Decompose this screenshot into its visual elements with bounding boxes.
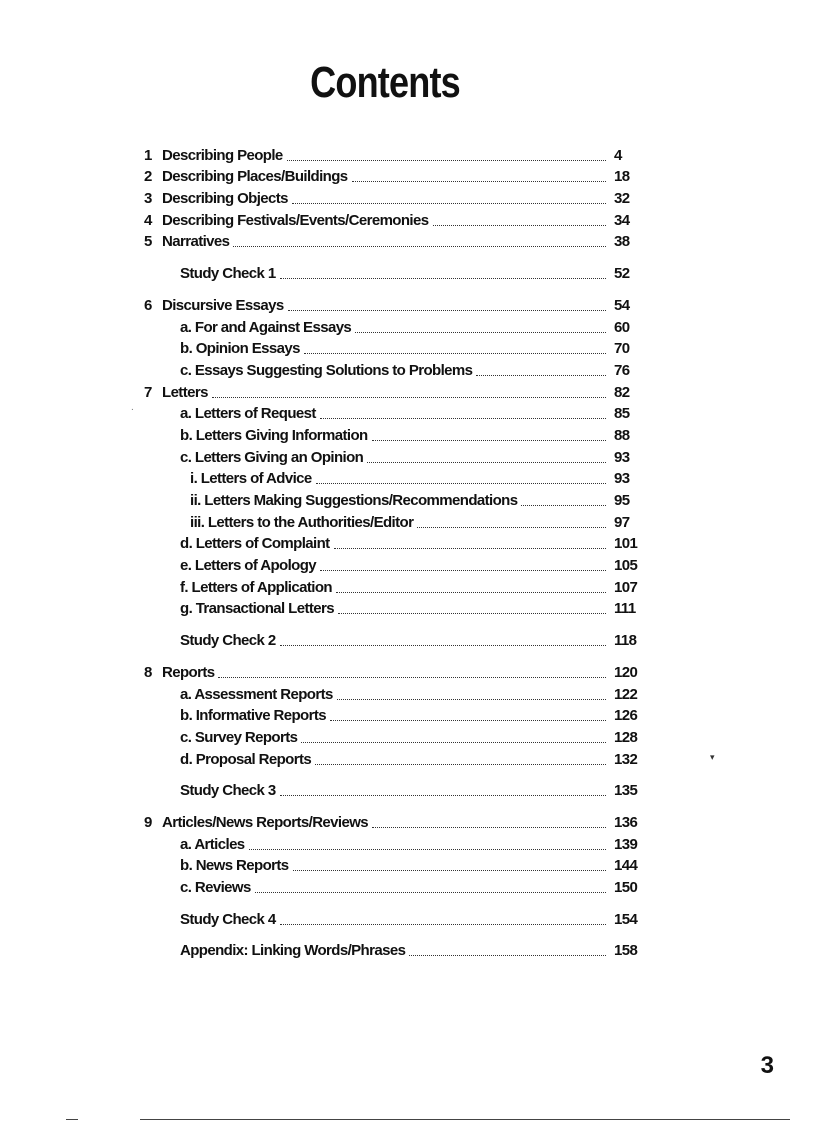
toc-entry <box>144 403 644 425</box>
toc-entry <box>144 661 644 683</box>
toc-leader-dots <box>337 699 606 700</box>
toc-leader-dots <box>280 645 606 646</box>
toc-entry <box>144 533 644 555</box>
toc-entry-page: 60 <box>614 318 630 336</box>
toc-entry <box>144 683 644 705</box>
toc-leader-dots <box>417 527 606 528</box>
toc-leader-dots <box>218 677 606 678</box>
toc-entry-label: c. Letters Giving an Opinion <box>180 448 364 466</box>
toc-entry-label: Letters <box>162 383 208 401</box>
toc-entry-page: 118 <box>614 632 637 650</box>
toc-entry-label: f. Letters of Application <box>180 578 332 596</box>
toc-leader-dots <box>372 827 606 828</box>
toc-leader-dots <box>372 440 606 441</box>
toc-leader-dots <box>301 742 606 743</box>
toc-entry-label: i. Letters of Advice <box>190 470 312 488</box>
toc-entry <box>144 294 644 316</box>
toc-entry <box>144 780 644 802</box>
toc-leader-dots <box>315 764 606 765</box>
toc-entry <box>144 855 644 877</box>
toc-entry-label: Describing People <box>162 146 283 164</box>
toc-entry-page: 70 <box>614 340 630 358</box>
toc-entry-page: 122 <box>614 685 638 703</box>
toc-entry-page: 32 <box>614 190 630 208</box>
toc-entry <box>144 511 644 533</box>
toc-leader-dots <box>336 592 606 593</box>
toc-entry-page: 82 <box>614 383 630 401</box>
toc-entry-number: 1 <box>144 146 152 164</box>
toc-entry-label: c. Essays Suggesting Solutions to Problems <box>180 361 473 379</box>
toc-leader-dots <box>316 483 606 484</box>
toc-leader-dots <box>409 955 606 956</box>
toc-leader-dots <box>367 462 606 463</box>
toc-entry-page: 111 <box>614 600 636 618</box>
toc-leader-dots <box>352 181 606 182</box>
toc-entry-page: 18 <box>614 168 630 186</box>
toc-entry <box>144 144 644 166</box>
toc-entry <box>144 726 644 748</box>
toc-entry-page: 150 <box>614 879 638 896</box>
toc-leader-dots <box>280 278 606 279</box>
toc-entry <box>144 381 644 403</box>
toc-leader-dots <box>293 870 606 871</box>
toc-entry-page: 76 <box>614 361 630 379</box>
toc-entry-label: Discursive Essays <box>162 296 284 314</box>
toc-entry <box>144 833 644 855</box>
toc-entry <box>144 231 644 253</box>
toc-entry-page: 85 <box>614 405 630 423</box>
toc-entry-label: iii. Letters to the Authorities/Editor <box>190 513 414 531</box>
toc-entry <box>144 359 644 381</box>
toc-entry-page: 139 <box>614 835 638 853</box>
toc-entry-label: g. Transactional Letters <box>180 600 334 618</box>
toc-leader-dots <box>320 570 606 571</box>
toc-entry-page: 154 <box>614 910 638 928</box>
toc-leader-dots <box>212 397 606 398</box>
toc-entry-page: 107 <box>614 578 638 596</box>
toc-entry-number: 5 <box>144 233 152 251</box>
footer-rule <box>140 1119 790 1120</box>
toc-entry-label: e. Letters of Apology <box>180 557 317 575</box>
toc-entry-page: 93 <box>614 448 630 466</box>
toc-leader-dots <box>249 849 606 850</box>
toc-entry-label: Appendix: Linking Words/Phrases <box>180 942 406 960</box>
page-number: 3 <box>760 1052 774 1079</box>
toc-leader-dots <box>330 720 606 721</box>
toc-entry-page: 97 <box>614 513 630 531</box>
toc-entry <box>144 338 644 360</box>
toc-entry-label: a. For and Against Essays <box>180 318 352 336</box>
toc-entry-label: a. Letters of Request <box>180 405 316 423</box>
toc-entry <box>144 489 644 511</box>
toc-leader-dots <box>320 418 606 419</box>
footer-rule-left <box>66 1119 78 1120</box>
toc-entry-page: 54 <box>614 296 630 314</box>
toc-entry-page: 52 <box>614 265 630 283</box>
toc-leader-dots <box>334 548 606 549</box>
toc-entry <box>144 262 644 284</box>
toc-entry-label: c. Reviews <box>180 879 251 896</box>
toc-entry <box>144 876 644 898</box>
toc-entry-label: Study Check 2 <box>180 632 276 650</box>
toc-entry <box>144 187 644 209</box>
table-of-contents <box>144 144 644 961</box>
toc-entry-label: b. News Reports <box>180 857 289 875</box>
toc-entry-label: Study Check 4 <box>180 910 276 928</box>
toc-entry <box>144 554 644 576</box>
toc-entry-page: 135 <box>614 782 638 800</box>
toc-entry-page: 101 <box>614 535 638 553</box>
toc-entry-page: 136 <box>614 813 638 831</box>
toc-entry-number: 9 <box>144 813 152 831</box>
toc-entry-page: 158 <box>614 942 638 960</box>
toc-entry <box>144 424 644 446</box>
toc-entry-page: 132 <box>614 750 638 768</box>
toc-entry-label: Articles/News Reports/Reviews <box>162 813 369 831</box>
toc-entry-page: 93 <box>614 470 630 488</box>
toc-leader-dots <box>287 160 606 161</box>
toc-entry <box>144 598 644 620</box>
toc-entry-number: 4 <box>144 211 152 229</box>
page-title: Contents <box>310 58 460 107</box>
toc-entry <box>144 748 644 770</box>
toc-entry-number: 3 <box>144 190 152 208</box>
toc-entry-label: a. Articles <box>180 835 245 853</box>
toc-entry <box>144 166 644 188</box>
toc-entry-page: 128 <box>614 728 638 746</box>
toc-entry-page: 88 <box>614 426 630 444</box>
toc-leader-dots <box>355 332 606 333</box>
toc-entry-page: 120 <box>614 663 638 681</box>
toc-entry-label: Describing Festivals/Events/Ceremonies <box>162 211 429 229</box>
toc-entry-page: 126 <box>614 707 638 725</box>
toc-entry-label: Describing Objects <box>162 190 288 208</box>
toc-entry-label: c. Survey Reports <box>180 728 298 746</box>
toc-leader-dots <box>288 310 606 311</box>
toc-entry-label: Narratives <box>162 233 230 251</box>
toc-entry-label: Describing Places/Buildings <box>162 168 348 186</box>
toc-entry-number: 2 <box>144 168 152 186</box>
toc-entry <box>144 940 644 962</box>
toc-entry-page: 4 <box>614 146 622 164</box>
toc-entry-label: d. Proposal Reports <box>180 750 312 768</box>
toc-entry <box>144 316 644 338</box>
toc-entry-label: ii. Letters Making Suggestions/Recommendations <box>190 492 518 509</box>
toc-leader-dots <box>521 505 606 506</box>
toc-entry <box>144 908 644 930</box>
toc-entry-page: 144 <box>614 857 638 875</box>
toc-entry-label: d. Letters of Complaint <box>180 535 330 553</box>
toc-leader-dots <box>233 246 606 247</box>
toc-entry-page: 95 <box>614 492 630 509</box>
toc-entry <box>144 629 644 651</box>
toc-entry-number: 6 <box>144 296 152 314</box>
toc-leader-dots <box>255 892 606 893</box>
toc-leader-dots <box>280 924 606 925</box>
toc-leader-dots <box>433 225 607 226</box>
toc-entry-label: Study Check 1 <box>180 265 276 283</box>
toc-entry-page: 38 <box>614 233 630 251</box>
toc-entry-label: Reports <box>162 663 215 681</box>
toc-entry <box>144 446 644 468</box>
toc-leader-dots <box>292 203 606 204</box>
toc-entry <box>144 576 644 598</box>
toc-leader-dots <box>338 613 606 614</box>
margin-mark: . <box>131 402 134 413</box>
toc-entry-label: b. Opinion Essays <box>180 340 300 358</box>
toc-entry <box>144 468 644 490</box>
stray-mark: ▾ <box>710 752 715 762</box>
toc-entry <box>144 811 644 833</box>
toc-entry-page: 105 <box>614 557 638 575</box>
toc-entry <box>144 705 644 727</box>
toc-entry-number: 7 <box>144 383 152 401</box>
toc-leader-dots <box>280 795 606 796</box>
toc-entry-number: 8 <box>144 663 152 681</box>
toc-entry <box>144 209 644 231</box>
toc-leader-dots <box>304 353 606 354</box>
toc-entry-label: a. Assessment Reports <box>180 685 333 703</box>
toc-entry-label: b. Letters Giving Information <box>180 426 368 444</box>
toc-entry-page: 34 <box>614 211 630 229</box>
toc-entry-label: b. Informative Reports <box>180 707 326 725</box>
toc-entry-label: Study Check 3 <box>180 782 276 800</box>
toc-leader-dots <box>476 375 606 376</box>
